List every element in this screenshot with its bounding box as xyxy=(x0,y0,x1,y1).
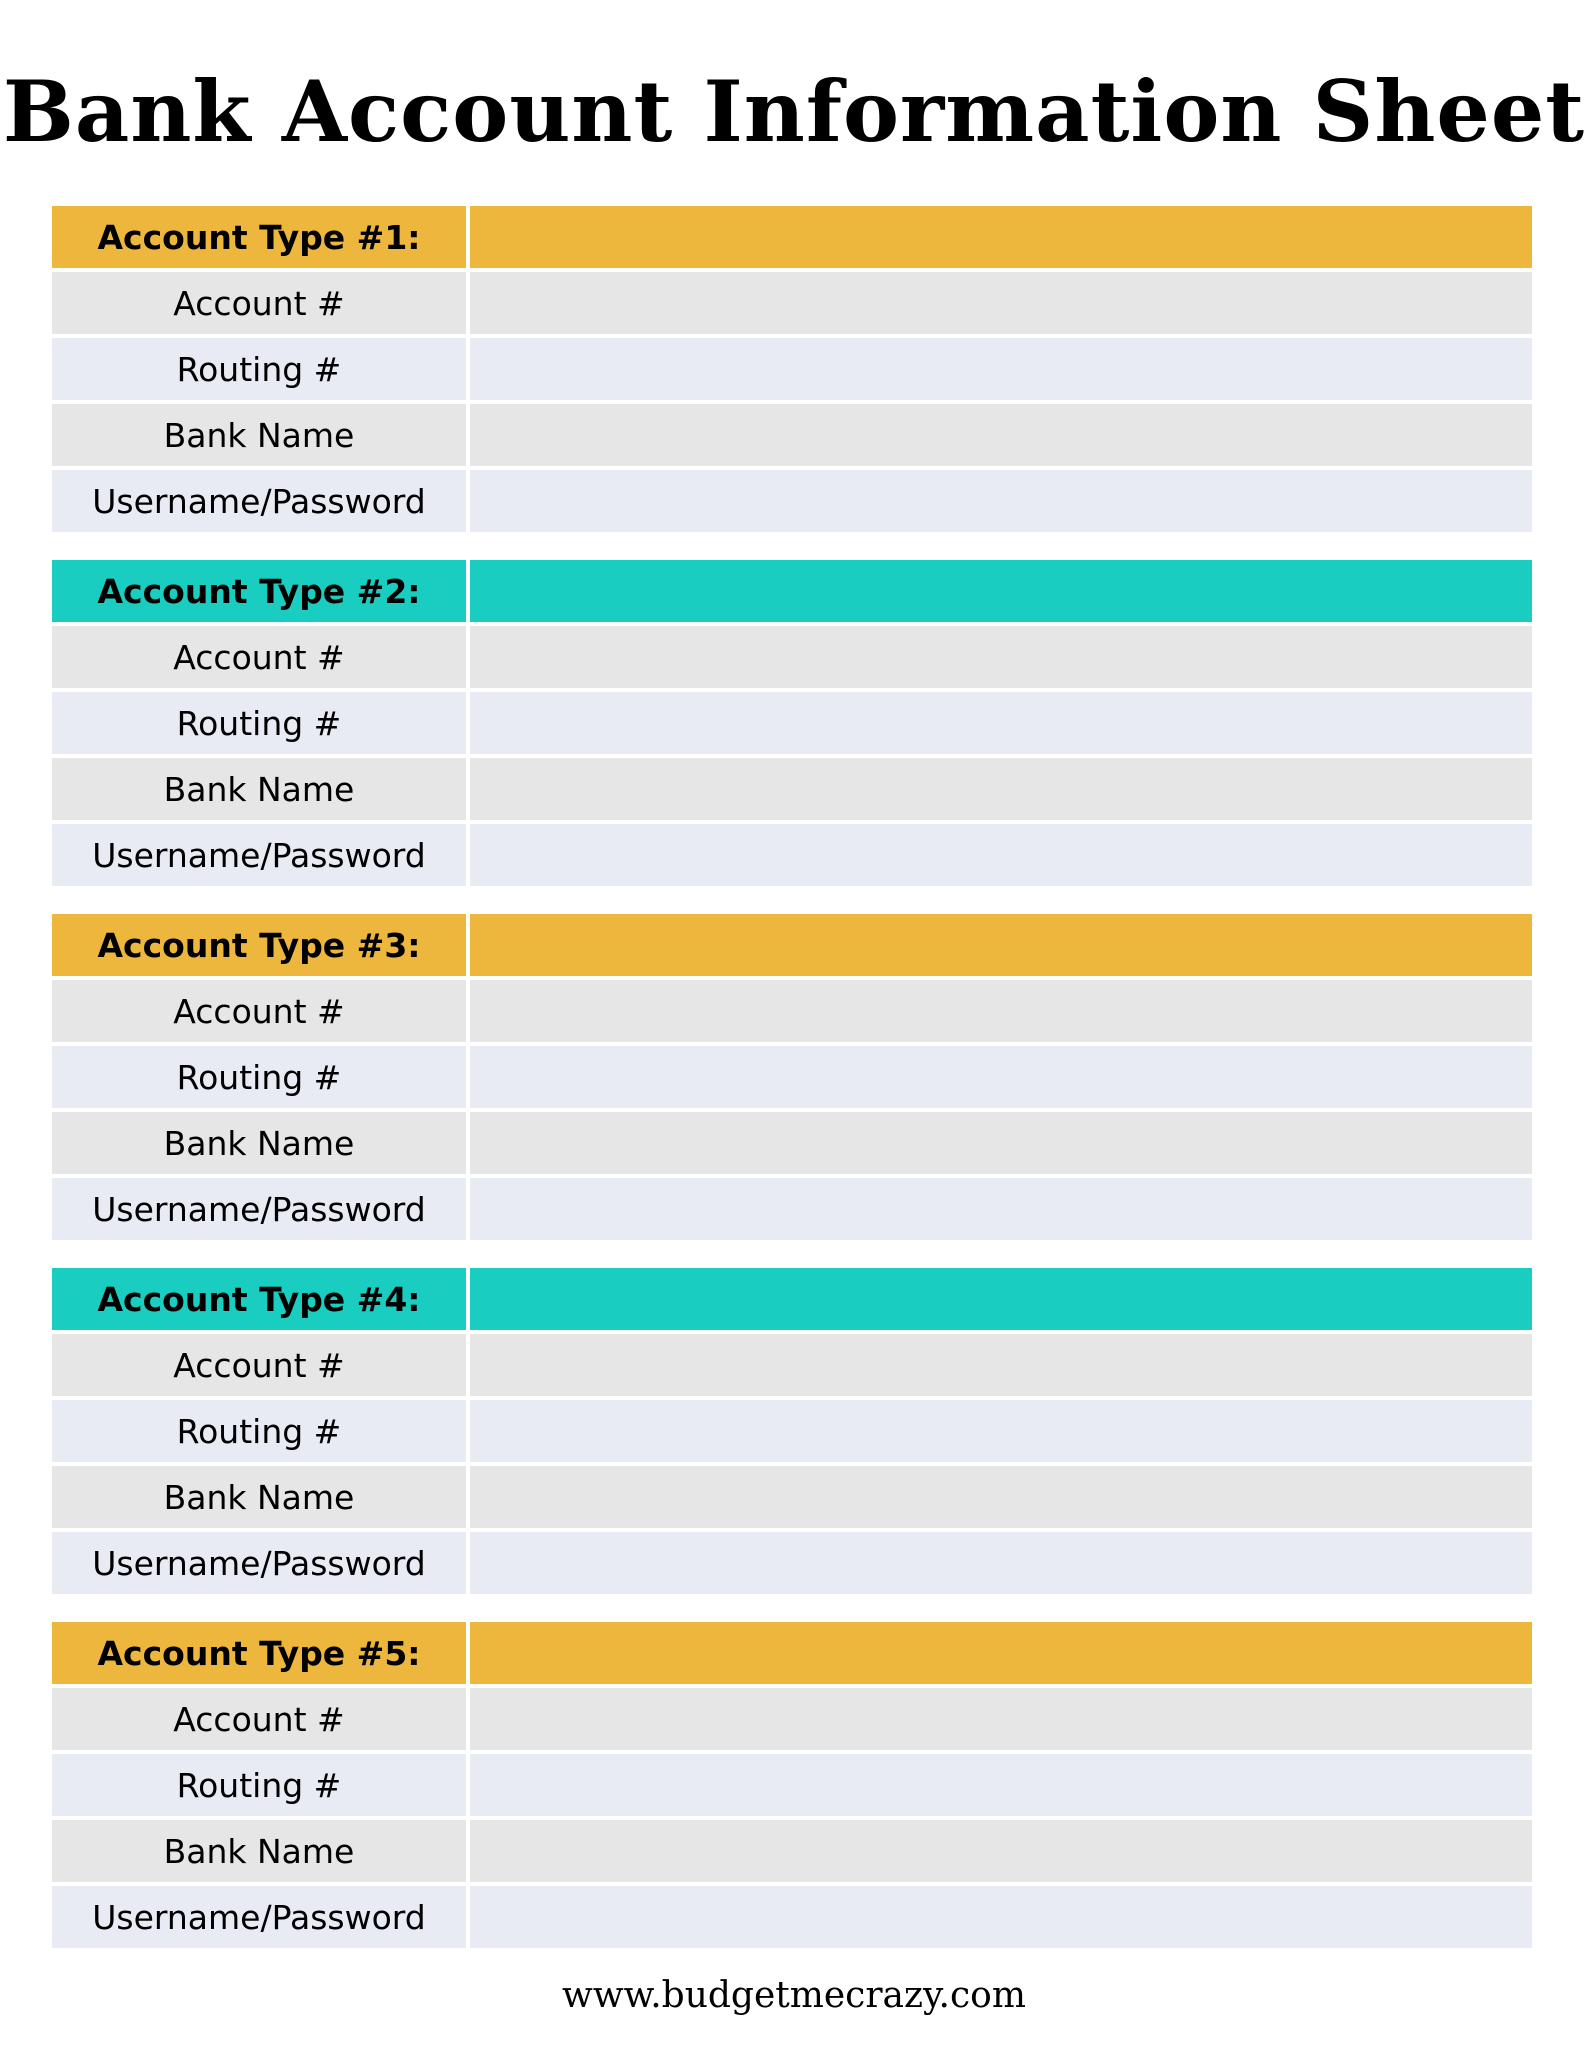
field-row xyxy=(52,1754,1532,1816)
account-type-value-field[interactable] xyxy=(470,1268,1532,1330)
field-label: Username/Password xyxy=(52,1178,466,1240)
account-block-5 xyxy=(52,1622,1532,1948)
account-type-label: Account Type #3: xyxy=(52,914,466,976)
field-label: Username/Password xyxy=(52,824,466,886)
account-type-label: Account Type #1: xyxy=(52,206,466,268)
field-value[interactable] xyxy=(470,758,1532,820)
account-type-label: Account Type #5: xyxy=(52,1622,466,1684)
field-row xyxy=(52,272,1532,334)
account-block-4 xyxy=(52,1268,1532,1594)
account-block-3 xyxy=(52,914,1532,1240)
field-label: Routing # xyxy=(52,1400,466,1462)
field-label: Bank Name xyxy=(52,758,466,820)
field-label: Username/Password xyxy=(52,1532,466,1594)
field-value[interactable] xyxy=(470,470,1532,532)
field-row xyxy=(52,1178,1532,1240)
field-row xyxy=(52,692,1532,754)
field-row xyxy=(52,758,1532,820)
field-value[interactable] xyxy=(470,1046,1532,1108)
field-label: Account # xyxy=(52,980,466,1042)
field-label: Bank Name xyxy=(52,1112,466,1174)
account-type-label: Account Type #4: xyxy=(52,1268,466,1330)
field-value[interactable] xyxy=(470,338,1532,400)
field-row xyxy=(52,1466,1532,1528)
account-type-header-row xyxy=(52,1622,1532,1684)
field-value[interactable] xyxy=(470,1112,1532,1174)
field-row xyxy=(52,1688,1532,1750)
field-value[interactable] xyxy=(470,1532,1532,1594)
field-value[interactable] xyxy=(470,692,1532,754)
account-type-value-field[interactable] xyxy=(470,914,1532,976)
account-block-1 xyxy=(52,206,1532,532)
account-type-label: Account Type #2: xyxy=(52,560,466,622)
field-value[interactable] xyxy=(470,1886,1532,1948)
field-label: Routing # xyxy=(52,1046,466,1108)
field-label: Account # xyxy=(52,272,466,334)
field-value[interactable] xyxy=(470,1178,1532,1240)
field-value[interactable] xyxy=(470,824,1532,886)
page-title: Bank Account Information Sheet xyxy=(2,62,1586,161)
field-value[interactable] xyxy=(470,404,1532,466)
account-blocks xyxy=(52,206,1532,1976)
field-value[interactable] xyxy=(470,1754,1532,1816)
field-row xyxy=(52,1334,1532,1396)
account-type-header-row xyxy=(52,1268,1532,1330)
field-row xyxy=(52,1112,1532,1174)
field-value[interactable] xyxy=(470,1466,1532,1528)
field-label: Username/Password xyxy=(52,470,466,532)
account-type-header-row xyxy=(52,914,1532,976)
field-label: Routing # xyxy=(52,692,466,754)
field-label: Account # xyxy=(52,626,466,688)
field-label: Account # xyxy=(52,1688,466,1750)
field-value[interactable] xyxy=(470,980,1532,1042)
field-value[interactable] xyxy=(470,272,1532,334)
field-label: Username/Password xyxy=(52,1886,466,1948)
field-value[interactable] xyxy=(470,1400,1532,1462)
field-value[interactable] xyxy=(470,1820,1532,1882)
field-value[interactable] xyxy=(470,626,1532,688)
field-row xyxy=(52,1532,1532,1594)
account-block-2 xyxy=(52,560,1532,886)
field-row xyxy=(52,1886,1532,1948)
footer-url: www.budgetmecrazy.com xyxy=(562,1975,1026,2016)
field-value[interactable] xyxy=(470,1334,1532,1396)
field-row xyxy=(52,1820,1532,1882)
field-row xyxy=(52,1400,1532,1462)
field-value[interactable] xyxy=(470,1688,1532,1750)
field-label: Routing # xyxy=(52,338,466,400)
field-label: Bank Name xyxy=(52,1820,466,1882)
field-label: Bank Name xyxy=(52,404,466,466)
field-row xyxy=(52,1046,1532,1108)
field-label: Routing # xyxy=(52,1754,466,1816)
field-row xyxy=(52,626,1532,688)
field-row xyxy=(52,404,1532,466)
account-type-value-field[interactable] xyxy=(470,206,1532,268)
field-row xyxy=(52,980,1532,1042)
field-row xyxy=(52,824,1532,886)
account-type-value-field[interactable] xyxy=(470,560,1532,622)
field-label: Bank Name xyxy=(52,1466,466,1528)
account-type-header-row xyxy=(52,560,1532,622)
account-type-value-field[interactable] xyxy=(470,1622,1532,1684)
field-label: Account # xyxy=(52,1334,466,1396)
field-row xyxy=(52,470,1532,532)
field-row xyxy=(52,338,1532,400)
account-type-header-row xyxy=(52,206,1532,268)
